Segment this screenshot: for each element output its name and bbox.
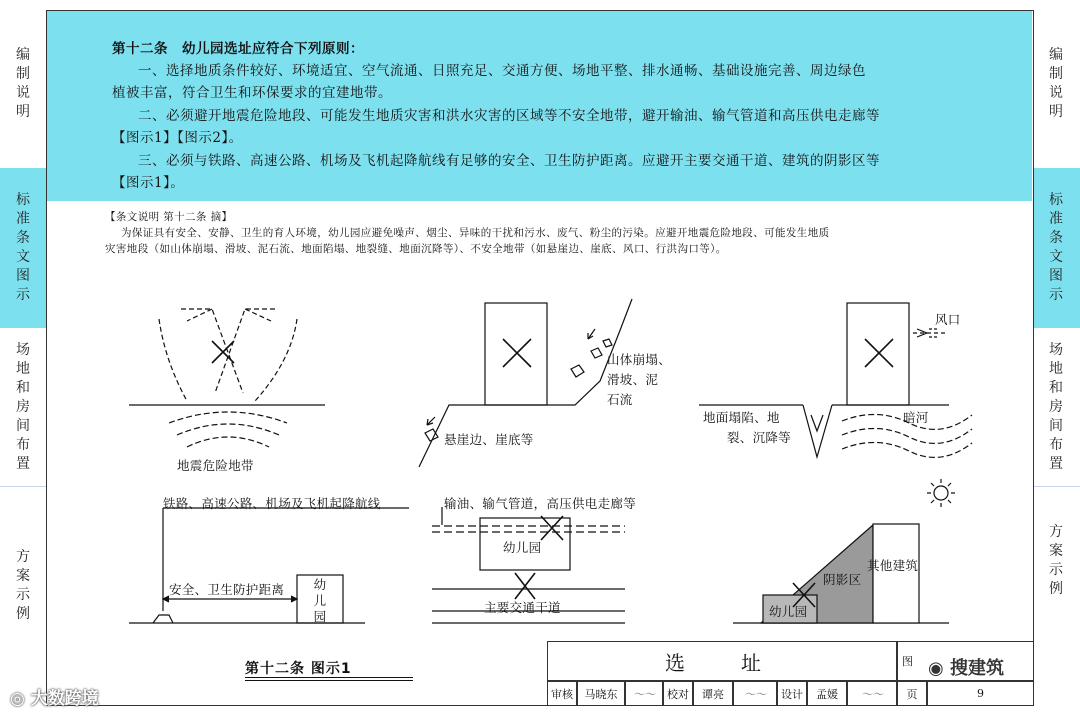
- kindergarten-mid-label: 幼儿园: [503, 540, 542, 555]
- caption-underline: [245, 680, 413, 681]
- river-label: 暗河: [903, 410, 929, 425]
- side-tab-right-2[interactable]: 场地和房间布置: [1049, 341, 1063, 472]
- clause-item2-line2: 【图示1】【图示2】。: [112, 130, 243, 146]
- landslide-label-2: 滑坡、泥: [607, 372, 659, 387]
- watermark-left-text: 大数跨境: [30, 689, 99, 709]
- road-label: 主要交通干道: [484, 600, 561, 615]
- clause-item3-line2: 【图示1】。: [112, 175, 185, 191]
- distance-label: 安全、卫生防护距离: [169, 582, 285, 597]
- atlas-no-label: 图: [897, 641, 1034, 681]
- side-tab-left-1[interactable]: 标准条文图示: [0, 168, 46, 328]
- note-line2: 灾害地段（如山体崩塌、滑坡、泥石流、地面陷塌、地裂缝、地面沉降等）、不安全地带（如悬崖边、崖底、风口、行洪沟口等）。: [105, 243, 727, 255]
- collapse-label-1: 地面塌陷、地: [703, 410, 780, 425]
- watermark-right-text: 搜建筑: [949, 658, 1004, 679]
- shadow-label: 阴影区: [823, 572, 862, 587]
- clause-item3-line1: 三、必须与铁路、高速公路、机场及飞机起降航线有足够的安全、卫生防护距离。应避开主要交通干道、建筑的阴影区等: [138, 153, 880, 169]
- designer-name: 孟媛: [807, 681, 847, 706]
- reviewer-signature: ～～: [625, 681, 663, 706]
- shadow-figure: [733, 479, 955, 623]
- earthquake-figure: [129, 309, 325, 447]
- clause-item2-line1: 二、必须避开地震危险地段、可能发生地质灾害和洪水灾害的区域等不安全地带，避开输油、输气管道和高压供电走廊等: [138, 108, 880, 124]
- landslide-label-1: 山体崩塌、: [607, 352, 672, 367]
- page-label: 页: [897, 681, 927, 706]
- drawing-title: 选 址: [547, 641, 897, 681]
- rail-label: 铁路、高速公路、机场及飞机起降航线: [163, 496, 381, 511]
- rail-distance-figure: [129, 508, 409, 623]
- wind-label: 风口: [935, 312, 961, 327]
- earthquake-label: 地震危险地带: [177, 458, 254, 473]
- right-side-tabs: [1032, 0, 1080, 715]
- side-tab-right-3[interactable]: 方案示例: [1049, 524, 1063, 597]
- left-side-tabs: [0, 0, 46, 715]
- checker-name: 谭亮: [693, 681, 733, 706]
- chat-bubble-icon: ◎: [10, 689, 31, 709]
- watermark-right: [925, 654, 1007, 680]
- tab-divider: [0, 486, 46, 487]
- page-number: 9: [927, 681, 1034, 706]
- checker-signature: ～～: [733, 681, 777, 706]
- pipeline-label: 输油、输气管道，高压供电走廊等: [444, 496, 637, 511]
- side-tab-left-3[interactable]: 方案示例: [16, 549, 30, 622]
- clause-item1-line2: 植被丰富，符合卫生和环保要求的宜建地带。: [112, 85, 392, 101]
- designer-signature: ～～: [847, 681, 897, 706]
- side-tab-left-2[interactable]: 场地和房间布置: [16, 341, 30, 472]
- note-heading: 【条文说明 第十二条 摘】: [105, 211, 233, 223]
- review-label: 审核: [547, 681, 577, 706]
- check-label: 校对: [663, 681, 693, 706]
- clause-item1-line1: 一、选择地质条件较好、环境适宜、空气流通、日照充足、交通方便、场地平整、排水通畅、基础设施完善、周边绿色: [138, 63, 866, 79]
- reviewer-name: 马晓东: [577, 681, 625, 706]
- other-building-label: 其他建筑: [867, 558, 919, 573]
- cliff-label: 悬崖边、崖底等: [444, 432, 534, 447]
- side-tab-left-0[interactable]: 编制说明: [16, 47, 30, 120]
- wechat-icon: ◉: [928, 658, 950, 679]
- side-tab-right-0[interactable]: 编制说明: [1049, 47, 1063, 120]
- tab-divider: [1032, 486, 1080, 487]
- kindergarten-small-label: 幼儿园: [313, 577, 327, 624]
- page-frame: [46, 10, 1034, 706]
- landslide-label-3: 石流: [607, 392, 633, 407]
- note-line1: 为保证具有安全、安静、卫生的育人环境，幼儿园应避免噪声、烟尘、异味的干扰和污水、废气、粉尘的污染。应避开地震危险地段、可能发生地质: [121, 227, 830, 239]
- clause-heading: 第十二条 幼儿园选址应符合下列原则：: [112, 41, 364, 57]
- collapse-label-2: 裂、沉降等: [727, 430, 792, 445]
- caption-underline: [245, 677, 413, 678]
- figure-caption: 第十二条 图示1: [245, 661, 352, 677]
- kindergarten-shadow-label: 幼儿园: [769, 604, 808, 619]
- watermark-left: [10, 684, 99, 709]
- design-label: 设计: [777, 681, 807, 706]
- side-tab-right-1[interactable]: 标准条文图示: [1032, 168, 1080, 328]
